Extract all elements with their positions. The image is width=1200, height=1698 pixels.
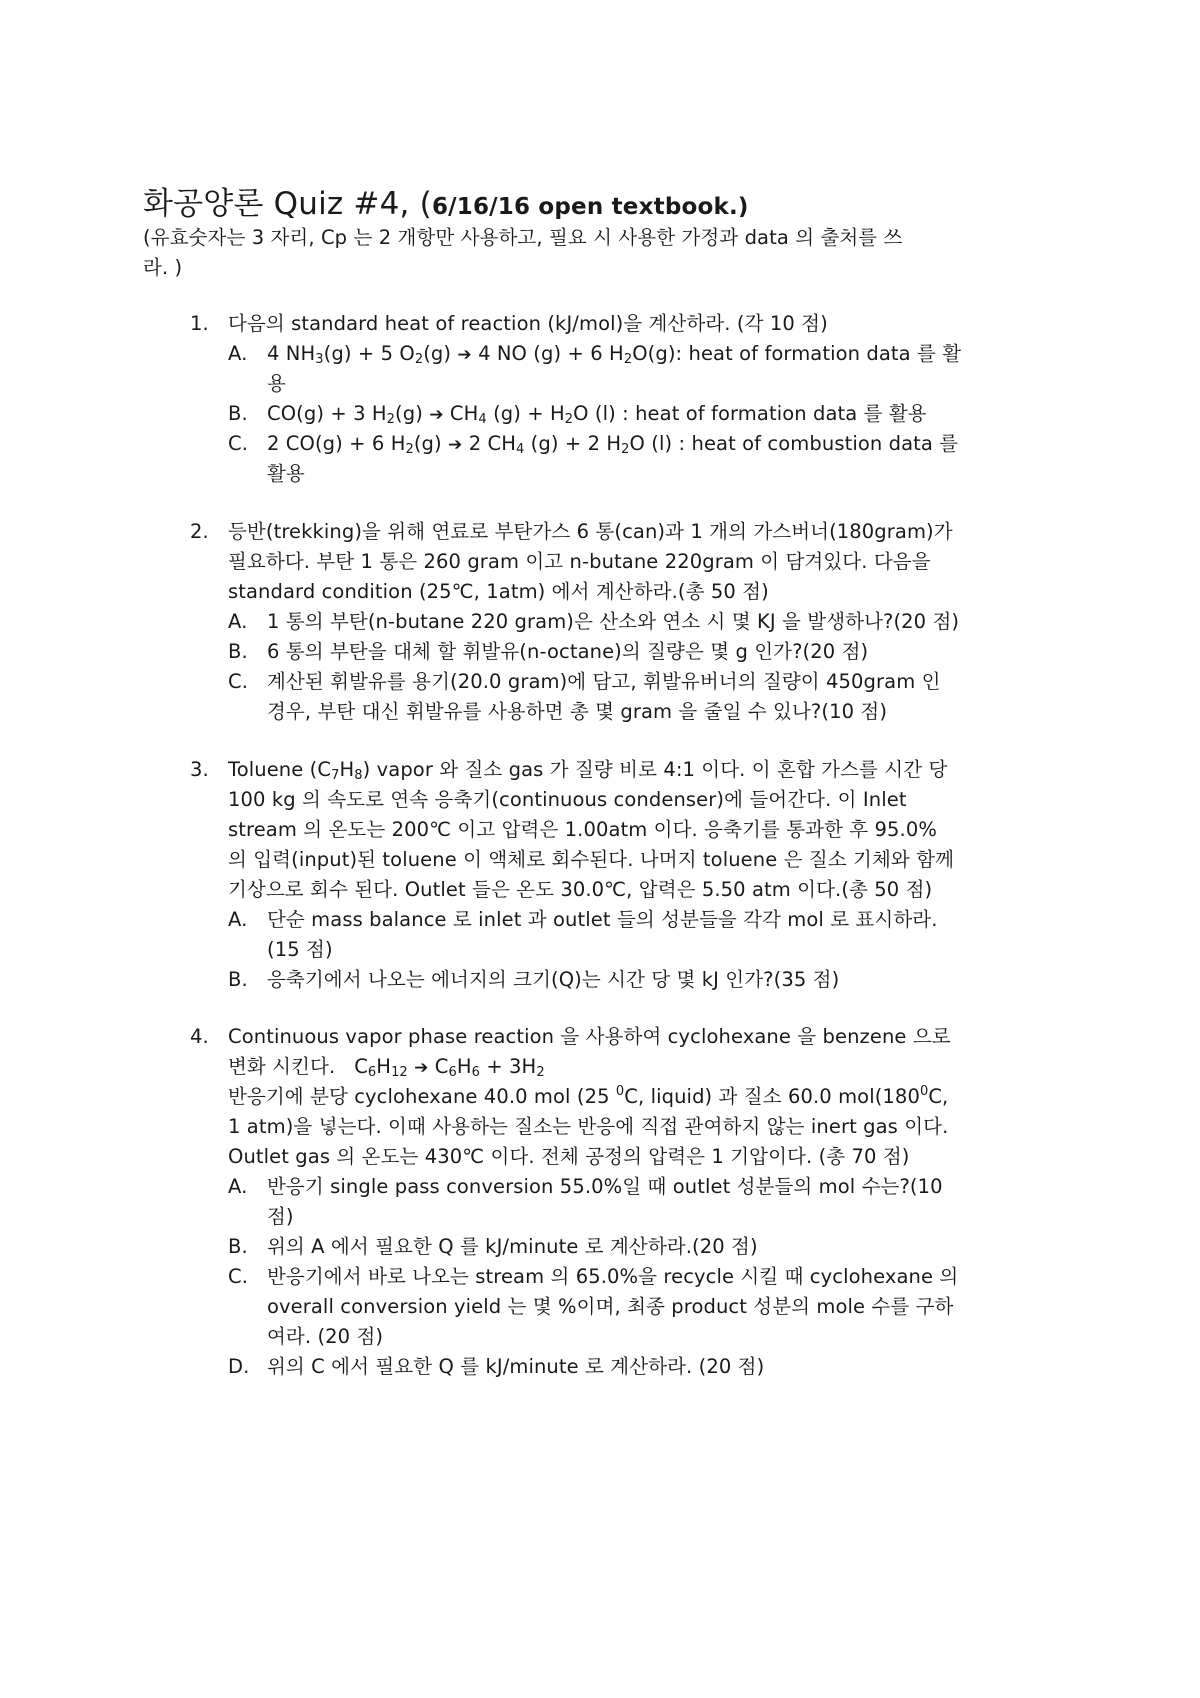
- item-marker: C.: [228, 1265, 249, 1288]
- item-marker: A.: [228, 610, 248, 633]
- item-text: 계산된 휘발유를 용기(20.0 gram)에 담고, 휘발유버너의 질량이 450gram 인: [267, 670, 941, 693]
- item-text: 단순 mass balance 로 inlet 과 outlet 들의 성분들을 각각 mol 로 표시하라.: [267, 908, 938, 931]
- item-text: 용: [267, 372, 286, 395]
- page-title: 화공양론 Quiz #4, (6/16/16 open textbook.): [143, 186, 749, 222]
- question-number: 1.: [190, 312, 209, 335]
- question-3-text: stream 의 온도는 200℃ 이고 압력은 1.00atm 이다. 응축기를 통과한 후 95.0%: [228, 818, 937, 841]
- question-2-text: 필요하다. 부탄 1 통은 260 gram 이고 n-butane 220gram 이 담겨있다. 다음을: [228, 550, 931, 573]
- question-4-text: Continuous vapor phase reaction 을 사용하여 cyclohexane 을 benzene 으로: [228, 1025, 951, 1048]
- item-marker: B.: [228, 968, 248, 991]
- question-3-text: 의 입력(input)된 toluene 이 액체로 회수된다. 나머지 toluene 은 질소 기체와 함께: [228, 848, 955, 871]
- item-text: overall conversion yield 는 몇 %이며, 최종 product 성분의 mole 수를 구하: [267, 1295, 954, 1318]
- item-text: 점): [267, 1205, 294, 1228]
- reaction-1c: 2 CO(g) + 6 $H_2(g)$ ➔ 2 $CH_4$ (g) + 2 $H_2O$ (l) : heat of combustion data 를: [267, 432, 959, 457]
- item-text: 위의 A 에서 필요한 Q 를 kJ/minute 로 계산하라.(20 점): [267, 1235, 758, 1258]
- instructions-line: 라. ): [143, 256, 183, 279]
- question-4-text: Outlet gas 의 온도는 430℃ 이다. 전체 공정의 압력은 1 기압이다. (총 70 점): [228, 1145, 910, 1168]
- question-number: 4.: [190, 1025, 209, 1048]
- item-text: 위의 C 에서 필요한 Q 를 kJ/minute 로 계산하라. (20 점): [267, 1355, 765, 1378]
- reaction-1a: 4 $NH_3(g) + 5$ $O_2(g)$ ➔ 4 NO (g) + 6 $H_2O(g)$: heat of formation data 를 활: [267, 342, 962, 367]
- item-text: 6 통의 부탄을 대체 할 휘발유(n-octane)의 질량은 몇 g 인가?(20 점): [267, 640, 869, 663]
- question-3-text: 100 kg 의 속도로 연속 응축기(continuous condenser)에 들어간다. 이 Inlet: [228, 788, 907, 811]
- item-text: 응축기에서 나오는 에너지의 크기(Q)는 시간 당 몇 kJ 인가?(35 점): [267, 968, 840, 991]
- item-text: 반응기에서 바로 나오는 stream 의 65.0%을 recycle 시킬 때 cyclohexane 의: [267, 1265, 959, 1288]
- reaction-4: 변화 시킨다. $C_6H_{12}$ ➔ $C_6H_6 + 3H_2$: [228, 1055, 545, 1080]
- item-marker: C.: [228, 432, 249, 455]
- question-4-text: 1 atm)을 넣는다. 이때 사용하는 질소는 반응에 직접 관여하지 않는 inert gas 이다.: [228, 1115, 949, 1138]
- item-marker: B.: [228, 402, 248, 425]
- item-marker: D.: [228, 1355, 250, 1378]
- question-1-text: 다음의 standard heat of reaction (kJ/mol)을 계산하라. (각 10 점): [228, 312, 828, 335]
- item-text: 경우, 부탄 대신 휘발유를 사용하면 총 몇 gram 을 줄일 수 있나?(10 점): [267, 700, 888, 723]
- item-marker: A.: [228, 342, 248, 365]
- question-number: 2.: [190, 520, 209, 543]
- item-text: 여라. (20 점): [267, 1325, 384, 1348]
- item-marker: B.: [228, 640, 248, 663]
- question-4-text: 반응기에 분당 cyclohexane 40.0 mol (25 $^0$C, liquid) 과 질소 60.0 $mol(180^0C$,: [228, 1084, 949, 1108]
- item-marker: A.: [228, 908, 248, 931]
- question-2-text: 등반(trekking)을 위해 연료로 부탄가스 6 통(can)과 1 개의 가스버너(180gram)가: [228, 520, 953, 543]
- question-3-text: Toluene $(C_7H_8)$ vapor 와 질소 gas 가 질량 비로 4:1 이다. 이 혼합 가스를 시간 당: [228, 758, 948, 783]
- item-marker: C.: [228, 670, 249, 693]
- item-marker: A.: [228, 1175, 248, 1198]
- item-text: (15 점): [267, 938, 333, 961]
- instructions-line: (유효숫자는 3 자리, Cp 는 2 개항만 사용하고, 필요 시 사용한 가정과 data 의 출처를 쓰: [143, 226, 903, 249]
- item-text: 반응기 single pass conversion 55.0%일 때 outlet 성분들의 mol 수는?(10: [267, 1175, 943, 1198]
- question-number: 3.: [190, 758, 209, 781]
- question-2-text: standard condition (25℃, 1atm) 에서 계산하라.(총 50 점): [228, 580, 769, 603]
- item-text: 활용: [267, 462, 305, 485]
- reaction-1b: CO(g) + 3 $H_2(g)$ ➔ $CH_4$ $(g) + H_2O$ (l) : heat of formation data 를 활용: [267, 402, 927, 427]
- question-3-text: 기상으로 회수 된다. Outlet 들은 온도 30.0℃, 압력은 5.50 atm 이다.(총 50 점): [228, 878, 933, 901]
- item-marker: B.: [228, 1235, 248, 1258]
- item-text: 1 통의 부탄(n-butane 220 gram)은 산소와 연소 시 몇 KJ 을 발생하나?(20 점): [267, 610, 960, 633]
